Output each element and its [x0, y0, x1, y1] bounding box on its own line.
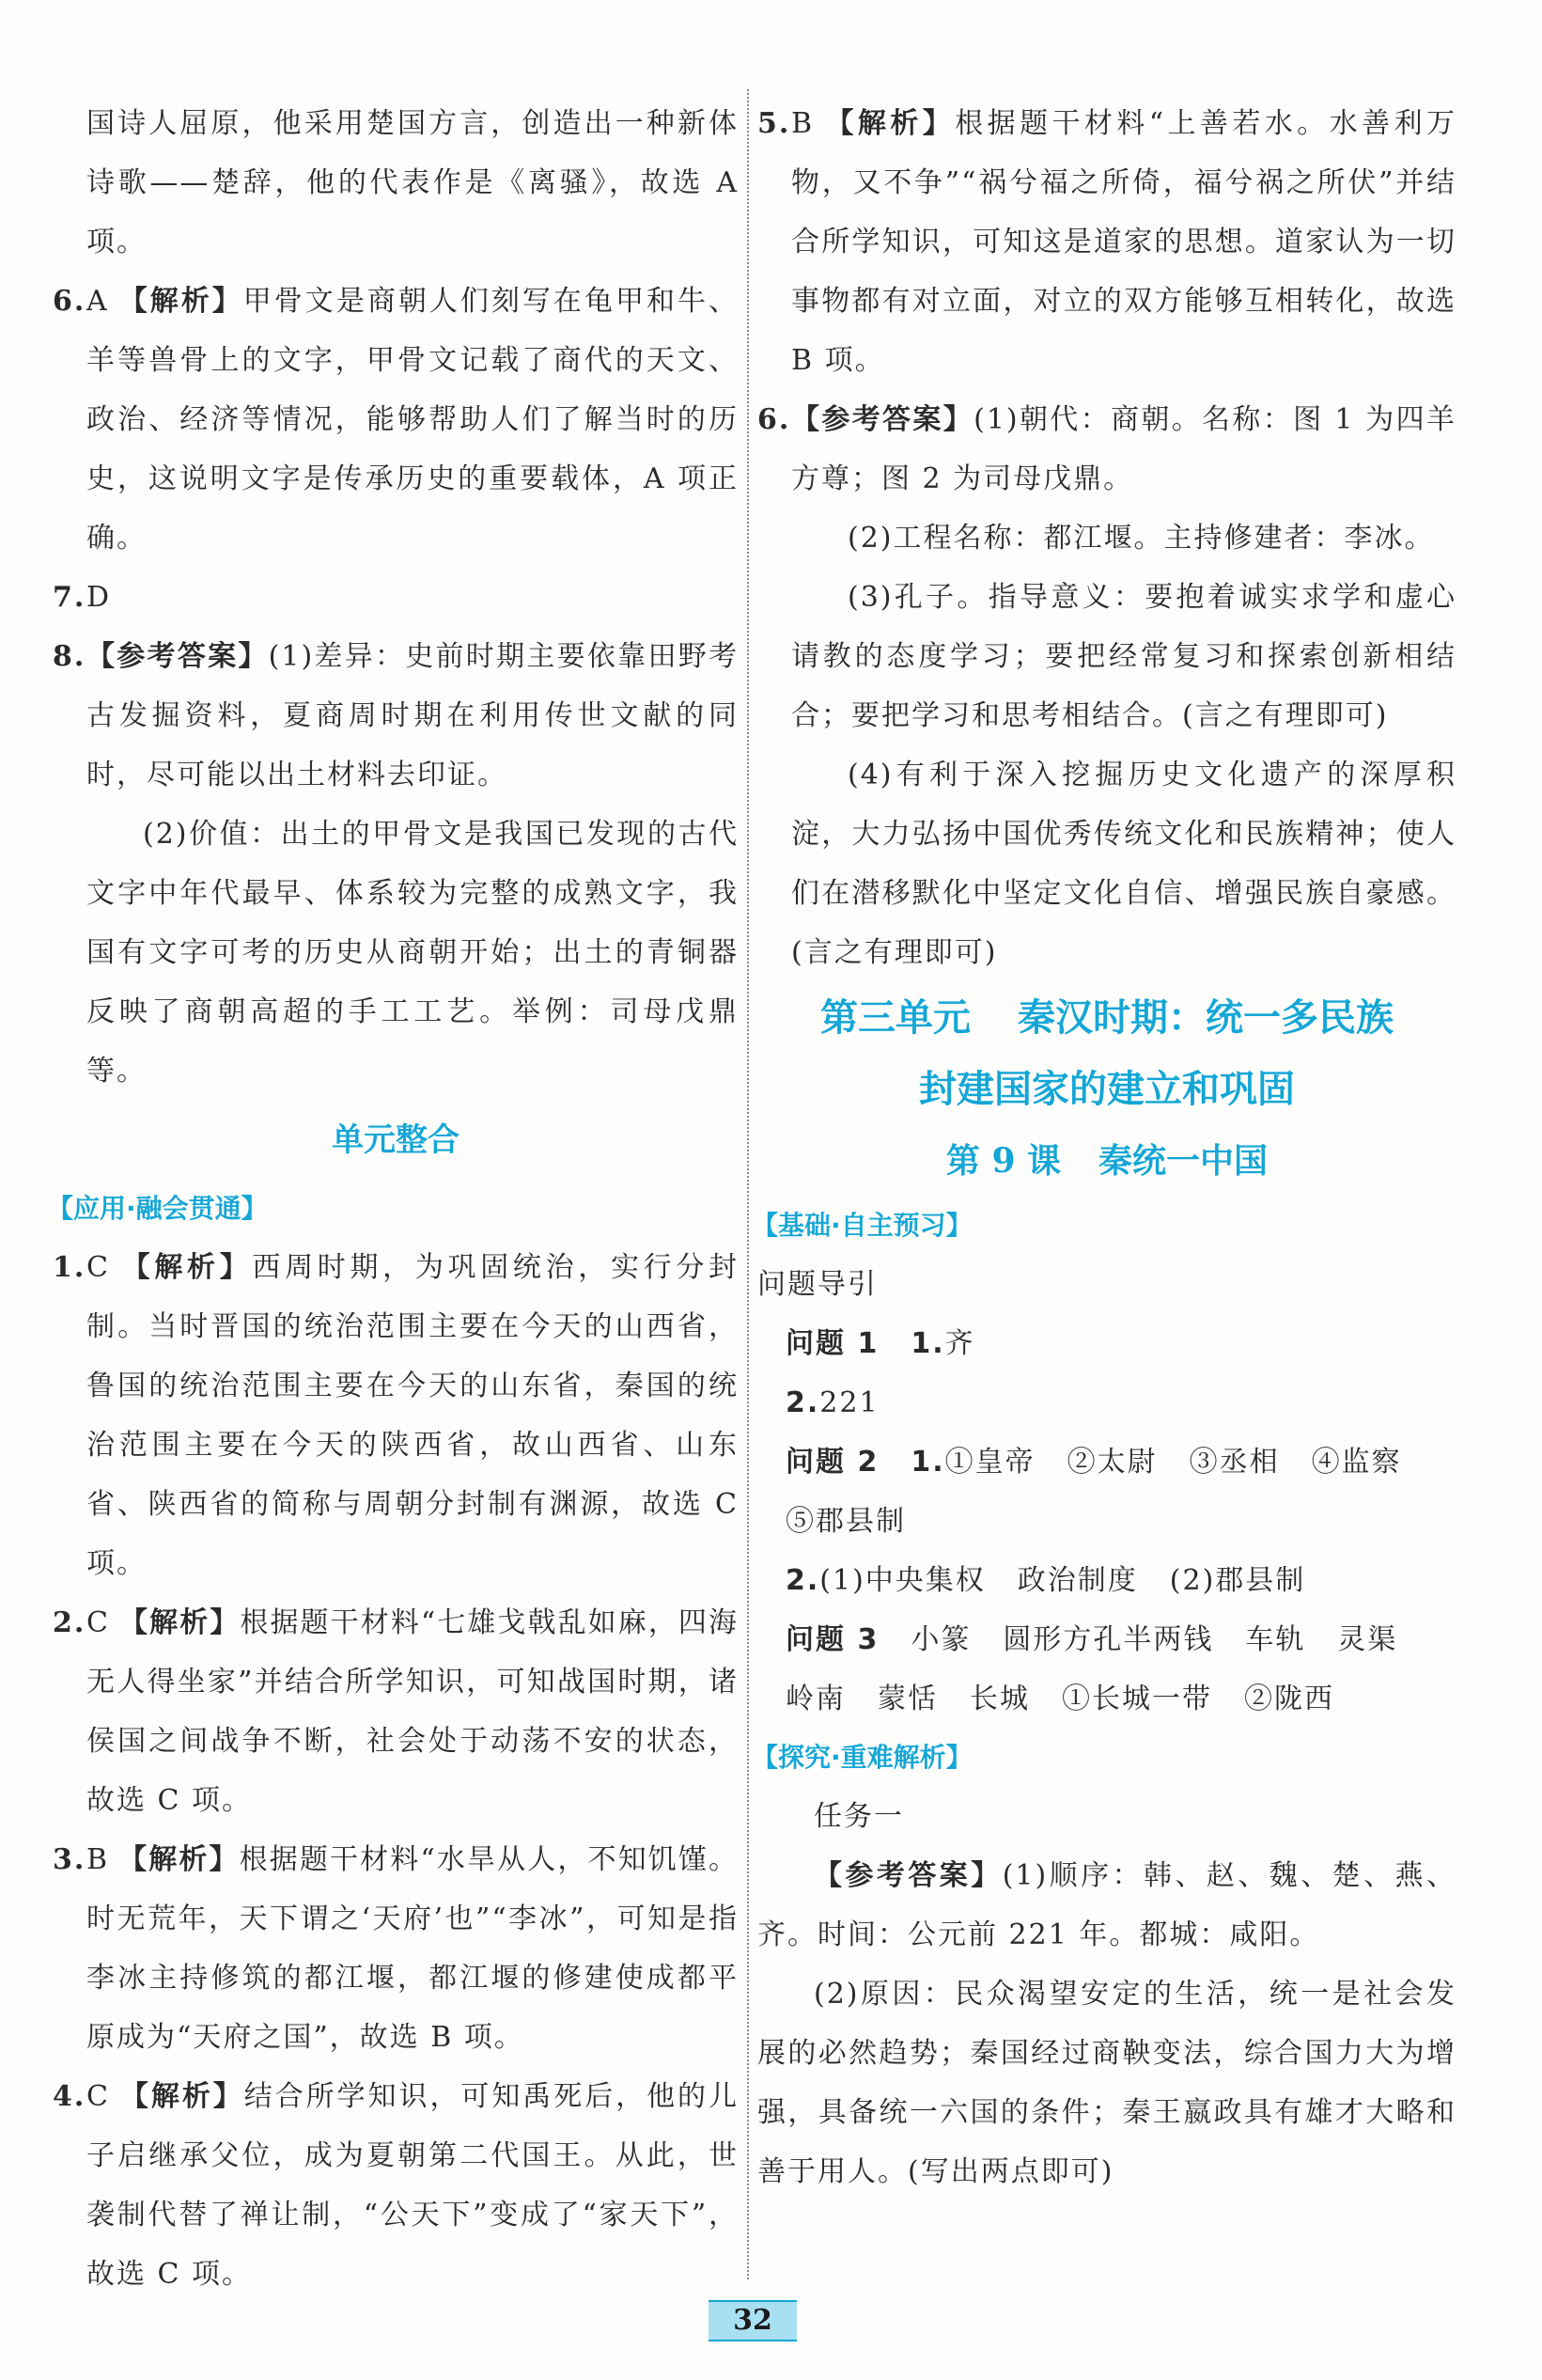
analysis-tag: 【解析】	[117, 285, 243, 318]
answer-6-right	[757, 390, 1456, 509]
task-heading: 任务一	[814, 1800, 904, 1833]
question-3-cont	[757, 1669, 1456, 1729]
unit-number: 第三单元	[820, 996, 971, 1040]
section-heading-application: 【应用·融会贯通】	[47, 1193, 268, 1224]
answer-item: 灵渠	[1337, 1623, 1398, 1656]
left-column	[47, 94, 740, 2304]
lesson-name: 秦统一中国	[1098, 1141, 1269, 1181]
answer-number: 2.	[53, 1606, 86, 1639]
answer-8	[53, 627, 739, 805]
analysis-text: 根据题干材料“上善若水。水善利万物，又不争”“祸兮福之所倚，福兮祸之所伏”并结合所学知识，可知这是道家的思想。道家认为一切事物都有对立面，对立的双方能够互相转化，故选 B 项。	[791, 107, 1456, 377]
analysis-text: 根据题干材料“水旱从人，不知饥馑。时无荒年，天下谓之‘天府’也”“李冰”，可知是指李冰主持修筑的都江堰，都江堰的修建使成都平原成为“天府之国”，故选 B 项。	[86, 1843, 739, 2054]
answer-text: (1)朝代：商朝。名称：图 1 为四羊方尊；图 2 为司母戊鼎。	[791, 403, 1457, 495]
column-divider	[747, 89, 749, 2279]
answer-6	[53, 272, 739, 568]
answer-choice: A	[86, 285, 109, 318]
continued-text: 国诗人屈原，他采用楚国方言，创造出一种新体诗歌——楚辞，他的代表作是《离骚》，故选 A 项。	[86, 107, 739, 258]
question-2-sub2	[757, 1551, 1456, 1610]
answer-number: 4.	[53, 2080, 86, 2113]
answer-4	[53, 2067, 739, 2304]
reference-answer-tag: 【参考答案】	[86, 640, 269, 673]
answer-item: ②陇西	[1244, 1683, 1334, 1715]
task-1-answer	[757, 1846, 1456, 1965]
sub-number: 1.	[911, 1446, 945, 1479]
answer-item: 岭南	[786, 1683, 846, 1715]
analysis-tag: 【解析】	[823, 107, 956, 140]
analysis-tag: 【解析】	[118, 1606, 241, 1639]
sub-number: 1.	[911, 1327, 945, 1360]
question-1	[757, 1314, 1456, 1373]
answer-number: 6.	[53, 285, 86, 318]
answer-choice: C	[86, 2080, 110, 2113]
answer-number: 8.	[53, 640, 86, 673]
right-column	[752, 94, 1457, 2201]
answer-number: 3.	[53, 1843, 86, 1876]
analysis-tag: 【解析】	[118, 1251, 253, 1284]
analysis-text: 根据题干材料“七雄戈戟乱如麻，四海无人得坐家”并结合所学知识，可知战国时期，诸侯国之间战争不断，社会处于动荡不安的状态，故选 C 项。	[86, 1606, 739, 1817]
answer-1	[53, 1238, 739, 1593]
sub-number: 2.	[786, 1386, 820, 1419]
reference-answer-tag: 【参考答案】	[814, 1859, 1003, 1892]
answer-text: 齐	[944, 1327, 975, 1360]
answer-number: 7.	[53, 581, 86, 614]
answer-5	[757, 94, 1456, 390]
answer-6-part4: (4)有利于深入挖掘历史文化遗产的深厚积淀，大力弘扬中国优秀传统文化和民族精神；使人们在潜移默化中坚定文化自信、增强民族自豪感。(言之有理即可)	[791, 759, 1456, 969]
answer-item: 政治制度	[1017, 1564, 1138, 1597]
answer-item: ④监察	[1311, 1446, 1402, 1479]
answer-text: 221	[819, 1386, 880, 1419]
answer-6-part2: (2)工程名称：都江堰。主持修建者：李冰。	[848, 522, 1435, 555]
question-label: 问题 2	[786, 1446, 880, 1479]
answer-number: 5.	[757, 107, 791, 140]
answer-item: 长城	[970, 1683, 1030, 1715]
answer-7	[53, 568, 739, 627]
sub-number: 2.	[786, 1564, 820, 1597]
lesson-title	[757, 1125, 1456, 1197]
question-2-cont	[757, 1492, 1456, 1551]
analysis-text: 结合所学知识，可知禹死后，他的儿子启继承父位，成为夏朝第二代国王。从此，世袭制代替了禅让制，“公天下”变成了“家天下”，故选 C 项。	[86, 2080, 740, 2291]
guide-heading: 问题导引	[757, 1268, 878, 1301]
answer-8-part2: (2)价值：出土的甲骨文是我国已发现的古代文字中年代最早、体系较为完整的成熟文字，我国有文字可考的历史从商朝开始；出土的青铜器反映了商朝高超的手工工艺。举例：司母戊鼎等。	[86, 818, 739, 1088]
lesson-number: 第 9 课	[945, 1141, 1062, 1181]
answer-number: 6.	[757, 403, 791, 436]
answer-choice: C	[86, 1606, 110, 1639]
answer-item: ⑤郡县制	[786, 1505, 906, 1538]
question-3	[757, 1610, 1456, 1669]
analysis-tag: 【解析】	[118, 2080, 244, 2113]
analysis-tag: 【解析】	[118, 1843, 240, 1876]
answer-item: ③丞相	[1189, 1446, 1280, 1479]
question-label: 问题 1	[786, 1327, 880, 1360]
answer-item: ②太尉	[1067, 1446, 1158, 1479]
question-2	[757, 1433, 1456, 1492]
answer-3	[53, 1830, 739, 2067]
answer-item: ①长城一带	[1062, 1683, 1212, 1715]
answer-choice: C	[86, 1251, 110, 1284]
unit-title	[757, 982, 1456, 1054]
answer-6-part3: (3)孔子。指导意义：要抱着诚实求学和虚心请教的态度学习；要把经常复习和探索创新相结合；要把学习和思考相结合。(言之有理即可)	[791, 581, 1456, 732]
answer-choice: B	[86, 1843, 110, 1876]
reference-answer-tag: 【参考答案】	[791, 403, 974, 436]
answer-choice: B	[791, 107, 815, 140]
question-1-sub2	[757, 1373, 1456, 1433]
answer-item: 蒙恬	[878, 1683, 938, 1715]
answer-text: (1)差异：史前时期主要依靠田野考古发掘资料，夏商周时期在利用传世文献的同时，尽可能以出土材料去印证。	[86, 640, 740, 791]
question-label: 问题 3	[786, 1623, 880, 1656]
answer-item: ①皇帝	[944, 1446, 1036, 1479]
section-heading-preview: 【基础·自主预习】	[752, 1210, 973, 1241]
task-1-answer-part2: (2)原因：民众渴望安定的生活，统一是社会发展的必然趋势；秦国经过商鞅变法，综合国力大为增强，具备统一六国的条件；秦王嬴政具有雄才大略和善于用人。(写出两点即可)	[757, 1978, 1456, 2188]
answer-choice: D	[86, 581, 112, 614]
unit-summary-title: 单元整合	[332, 1121, 459, 1159]
answer-2	[53, 1593, 739, 1830]
answer-item: 圆形方孔半两钱	[1003, 1623, 1214, 1656]
unit-title-line1: 秦汉时期：统一多民族	[1018, 996, 1394, 1040]
analysis-text: 西周时期，为巩固统治，实行分封制。当时晋国的统治范围主要在今天的山西省，鲁国的统治范围主要在今天的山东省，秦国的统治范围主要在今天的陕西省，故山西省、山东省、陕西省的简称与周朝分封制有渊源，故选 C 项。	[86, 1251, 740, 1580]
answer-number: 1.	[53, 1251, 86, 1284]
answer-item: (2)郡县制	[1169, 1564, 1306, 1597]
unit-title-line2: 封建国家的建立和巩固	[919, 1068, 1295, 1111]
answer-item: 小篆	[911, 1623, 972, 1656]
page-number: 32	[709, 2300, 797, 2341]
section-heading-explore: 【探究·重难解析】	[752, 1742, 973, 1773]
answer-text: (1)顺序：韩、赵、魏、楚、燕、齐。时间：公元前 221 年。都城：咸阳。	[757, 1859, 1456, 1951]
answer-item: 车轨	[1245, 1623, 1306, 1656]
analysis-text: 甲骨文是商朝人们刻写在龟甲和牛、羊等兽骨上的文字，甲骨文记载了商代的天文、政治、经济等情况，能够帮助人们了解当时的历史，这说明文字是传承历史的重要载体，A 项正确。	[86, 285, 740, 555]
answer-item: (1)中央集权	[819, 1564, 986, 1597]
